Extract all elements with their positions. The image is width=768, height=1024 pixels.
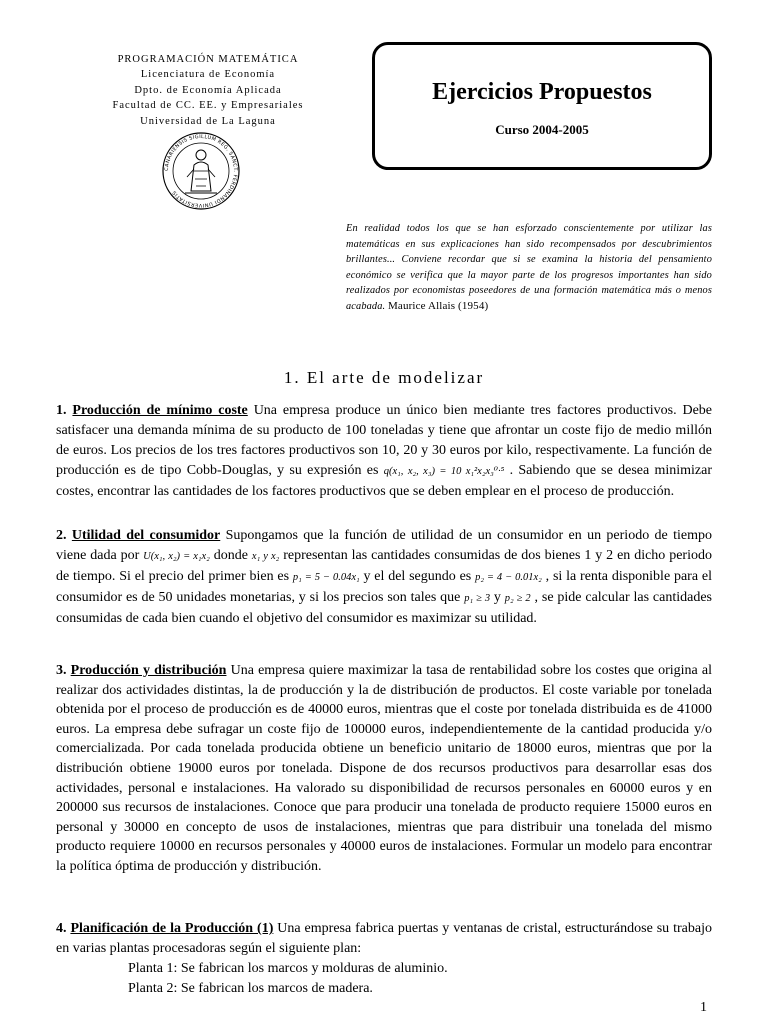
production-function-formula: q(x₁, x₂, x₃) = 10 x₁²x₂x₃⁰·⁵ bbox=[383, 466, 505, 477]
page-title: Ejercicios Propuestos bbox=[432, 79, 652, 105]
exercise-text: Supongamos que la función de utilidad de un consumidor en un periodo de tiempo viene dada por bbox=[56, 528, 712, 563]
price1-formula: p₁ = 5 − 0.04x₁ bbox=[292, 572, 360, 583]
title-box bbox=[372, 42, 712, 170]
exercise-text: Una empresa fabrica puertas y ventanas de cristal, estructurándose su trabajo en varias plantas procesadoras según el siguiente plan: bbox=[56, 921, 712, 956]
exercise-text: . Sabiendo que se desea minimizar costes, encontrar las cantidades de los factores productivos que se deben emplear en el proceso de producción. bbox=[56, 463, 713, 499]
header-line: PROGRAMACIÓN MATEMÁTICA bbox=[117, 54, 299, 65]
exercise-text: , si la renta disponible para el consumidor es de 50 unidades monetarias, y si los precios son tales que bbox=[56, 569, 712, 605]
exercise-text: , se pide calcular las cantidades consumidas de cada bien cuando el objetivo del consumidor es maximizar su utilidad. bbox=[56, 590, 712, 626]
utility-formula: U(x₁, x₂) = x₁x₂ bbox=[143, 551, 210, 562]
institution-header bbox=[86, 52, 330, 129]
header-line: Universidad de La Laguna bbox=[140, 115, 276, 127]
course-label: Curso 2004-2005 bbox=[495, 122, 589, 137]
section-title: 1. El arte de modelizar bbox=[283, 368, 485, 387]
page-number: 1 bbox=[700, 1000, 707, 1015]
exercise-title: Planificación de la Producción (1) bbox=[70, 921, 274, 936]
price2-constraint: p₂ ≥ 2 bbox=[504, 593, 531, 604]
exercise-number: 1. bbox=[56, 403, 67, 418]
exercise-1 bbox=[56, 401, 712, 502]
plant-item: Planta 1: Se fabrican los marcos y molduras de aluminio. bbox=[128, 961, 448, 976]
exercise-title: Producción de mínimo coste bbox=[72, 403, 248, 418]
exercise-text: Una empresa produce un único bien mediante tres factores productivos. Debe satisfacer una demanda mínima de su producto de 100 toneladas y tiene que afrontar un coste fijo de medio millón de euros. Los precios de los tres factores productivos son 10, 20 y 30 euros por kilo, respectivamente. La función de producción es de tipo Cobb-Douglas, y su expresión es bbox=[56, 403, 713, 478]
plant-item: Planta 2: Se fabrican los marcos de madera. bbox=[128, 981, 373, 996]
header-line: Facultad de CC. EE. y Empresariales bbox=[112, 100, 304, 112]
quote-author: Maurice Allais (1954) bbox=[387, 299, 489, 312]
epigraph-quote bbox=[346, 221, 712, 315]
price2-formula: p₂ = 4 − 0.01x₂ bbox=[475, 572, 542, 583]
exercise-number: 4. bbox=[56, 921, 67, 936]
exercise-text: y bbox=[490, 590, 505, 605]
seal-lettering: CANARIENSIS SIGILLUM REG. SANCT. FERDINANDI UNIVERSITATIS bbox=[163, 133, 239, 209]
exercise-text: Una empresa quiere maximizar la tasa de rentabilidad sobre los costes que origina al realizar dos actividades distintas, la de producción y la de distribución de productos. El coste variable por tonelada obtenida por el proceso de producción es de 40000 euros, mientras que el coste por tonelada distribuida es de 41000 euros. La empresa debe sufragar un coste fijo de 100000 euros, independientemente de la cantidad producida y/o comercializada. Por cada tonelada producida obtiene un beneficio unitario de 18000 euros, mientras que por la distribución obtiene 19000 euros por tonelada. Dispone de dos recursos productivos para desarrollar esas dos actividades, personal e instalaciones. Ha valorado su disponibilidad de recursos personales en 60000 euros y en 200000 sus recursos de instalaciones. Conoce que para producir una tonelada de producto requiere 15000 euros en personal y 30000 en concepto de usos de instalaciones, mientras que para distribuir una tonelada del mismo producto requiere 10000 en recursos personales y 40000 euros de instalaciones. Formular un modelo para encontrar la política óptima de producción y distribución. bbox=[56, 663, 713, 874]
exercise-3 bbox=[56, 661, 712, 877]
price1-constraint: p₁ ≥ 3 bbox=[464, 593, 491, 604]
variables-formula: x₁ y x₂ bbox=[251, 551, 280, 562]
header-line: Licenciatura de Economía bbox=[140, 69, 276, 81]
university-seal-icon bbox=[161, 131, 241, 211]
exercise-2 bbox=[56, 526, 712, 629]
exercise-number: 3. bbox=[56, 663, 67, 678]
quote-text: En realidad todos los que se han esforzado conscientemente por utilizar las matemáticas en sus explicaciones han sido recompensados por descubrimientos brillantes... Conviene recordar que si se examina la historia del pensamiento económico se verifica que la mayor parte de los progresos importantes han sido realizados por economistas poseedores de una formación matemática más o menos acabada. bbox=[346, 223, 712, 312]
exercise-text: y el del segundo es bbox=[359, 569, 476, 584]
exercise-text: donde bbox=[209, 548, 252, 563]
exercise-number: 2. bbox=[56, 528, 67, 543]
header-line: Dpto. de Economía Aplicada bbox=[134, 84, 282, 96]
exercise-text: representan las cantidades consumidas de dos bienes 1 y 2 en dicho periodo de tiempo. Si el precio del primer bien es bbox=[56, 548, 712, 584]
exercise-title: Utilidad del consumidor bbox=[71, 528, 221, 543]
exercise-4 bbox=[56, 919, 712, 999]
exercise-title: Producción y distribución bbox=[70, 663, 227, 678]
